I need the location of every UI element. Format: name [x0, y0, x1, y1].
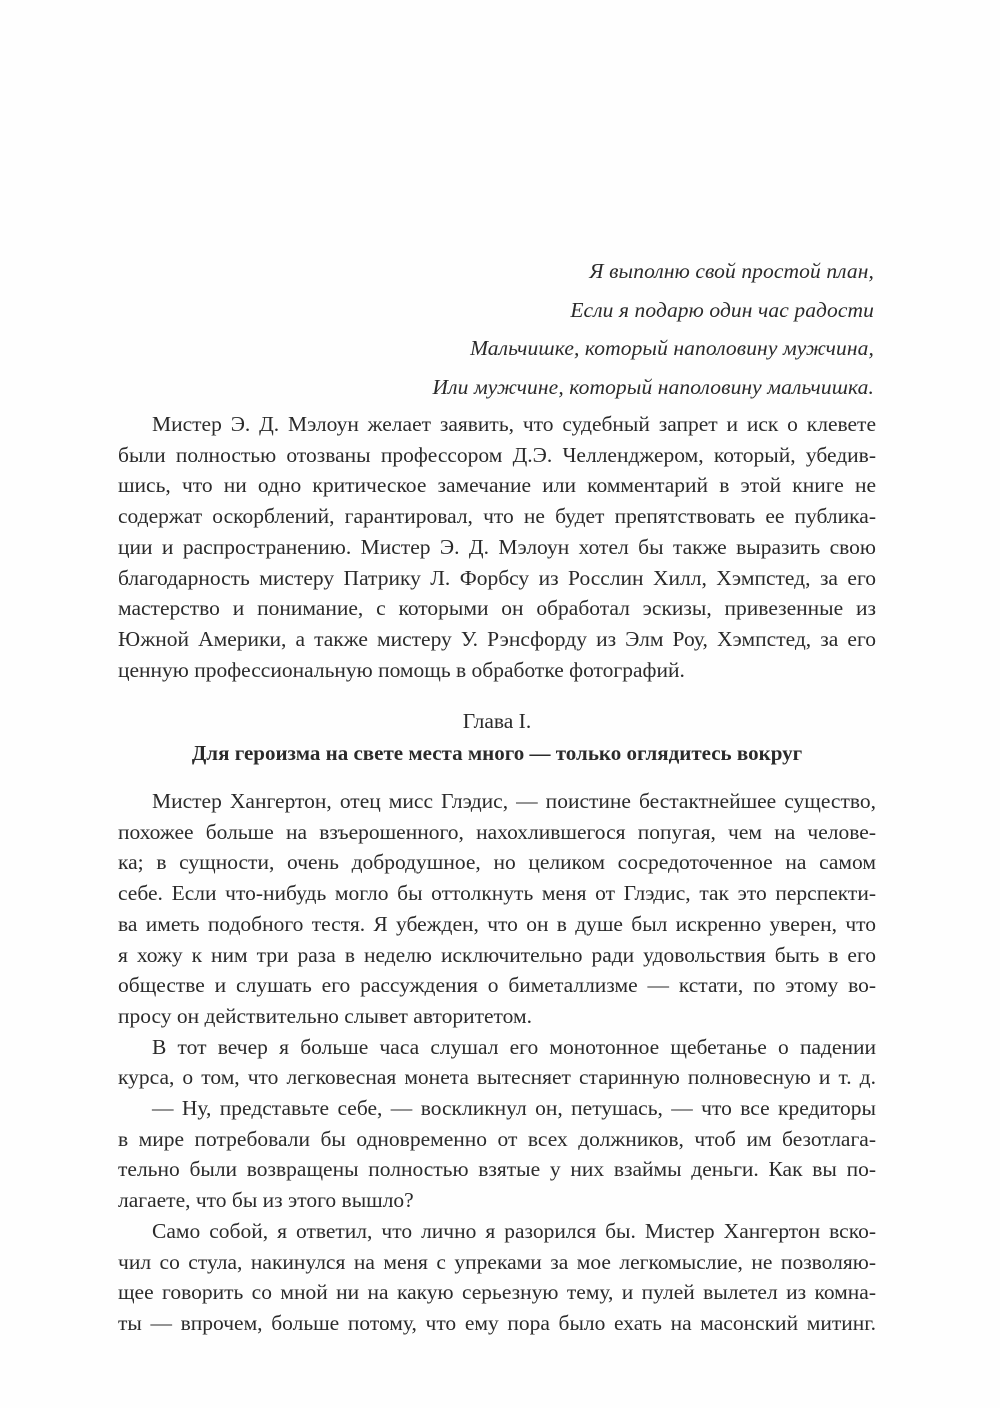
disclaimer-paragraph: [118, 409, 876, 685]
text-line: щее говорить со мной ни на какую серьезную тему, и пулей вылетел из комна-: [118, 1280, 876, 1305]
text-line: ты — впрочем, больше потому, что ему пора было ехать на масонский митинг.: [118, 1310, 876, 1335]
text-line: Южной Америки, а также мистеру У. Рэнсфорду из Элм Роу, Хэмпстед, за его: [118, 626, 876, 651]
text-line: благодарность мистеру Патрику Л. Форбсу из Росслин Хилл, Хэмпстед, за его: [118, 565, 876, 590]
text-line: мастерство и понимание, с которыми он обработал эскизы, привезенные из: [118, 596, 876, 621]
text-line: ка; в сущности, очень добродушное, но целиком сосредоточенное на самом: [118, 850, 876, 875]
epigraph-line: Я выполню свой простой план,: [589, 259, 874, 283]
text-line: были полностью отозваны профессором Д.Э. Челленджером, который, убедив-: [118, 442, 876, 467]
text-line: Мистер Хангертон, отец мисс Глэдис, — поистине бестактнейшее существо,: [152, 789, 876, 813]
epigraph: [254, 252, 874, 406]
epigraph-line: Или мужчине, который наполовину мальчишка.: [432, 374, 874, 399]
text-line: себе. Если что-нибудь могло бы оттолкнуть меня от Глэдис, так это перспекти-: [118, 881, 876, 906]
text-line: В тот вечер я больше часа слушал его монотонное щебетанье о падении: [152, 1034, 876, 1059]
text-line: обществе и слушать его рассуждения о биметаллизме — кстати, по этому во-: [118, 973, 876, 998]
epigraph-line: Если я подарю один час радости: [570, 297, 874, 322]
text-line: похожее больше на взъерошенного, нахохлившегося попугая, чем на челове-: [118, 819, 876, 844]
text-line: — Ну, представьте себе, — воскликнул он, петушась, — что все кредиторы: [152, 1096, 876, 1121]
text-line: тельно были возвращены полностью взятые у них взаймы деньги. Как вы по-: [118, 1157, 876, 1182]
chapter-number: Глава I.: [462, 709, 532, 733]
text-line: ценную профессиональную помощь в обработке фотографий.: [118, 657, 685, 682]
chapter-body: [118, 786, 876, 1339]
text-line: просу он действительно слывет авторитетом.: [118, 1003, 532, 1028]
text-line: я хожу к ним три раза в неделю исключительно ради удовольствия быть в его: [118, 942, 876, 967]
text-line: в мире потребовали бы одновременно от всех должников, чтоб им безотлага-: [118, 1126, 876, 1151]
chapter-title: Для героизма на свете места много — только оглядитесь вокруг: [191, 741, 803, 765]
text-line: Само собой, я ответил, что лично я разорился бы. Мистер Хангертон вско-: [152, 1218, 876, 1243]
text-line: ции и распространению. Мистер Э. Д. Мэлоун хотел бы также выразить свою: [118, 534, 876, 559]
epigraph-line: Мальчишке, который наполовину мужчина,: [470, 336, 874, 360]
text-line: шись, что ни одно критическое замечание или комментарий в этой книге не: [118, 473, 876, 498]
text-line: лагаете, что бы из этого вышло?: [118, 1188, 414, 1213]
text-line: Мистер Э. Д. Мэлоун желает заявить, что судебный запрет и иск о клевете: [152, 412, 876, 436]
text-line: ва иметь подобного тестя. Я убежден, что он в душе был искренно уверен, что: [118, 911, 876, 936]
text-line: чил со стула, накинулся на меня с упреками за мое легкомыслие, не позволяю-: [118, 1249, 876, 1274]
text-line: содержат оскорблений, гарантировал, что не будет препятствовать ее публика-: [118, 504, 876, 529]
text-line: курса, о том, что легковесная монета вытесняет старинную полновесную и т. д.: [118, 1065, 876, 1090]
